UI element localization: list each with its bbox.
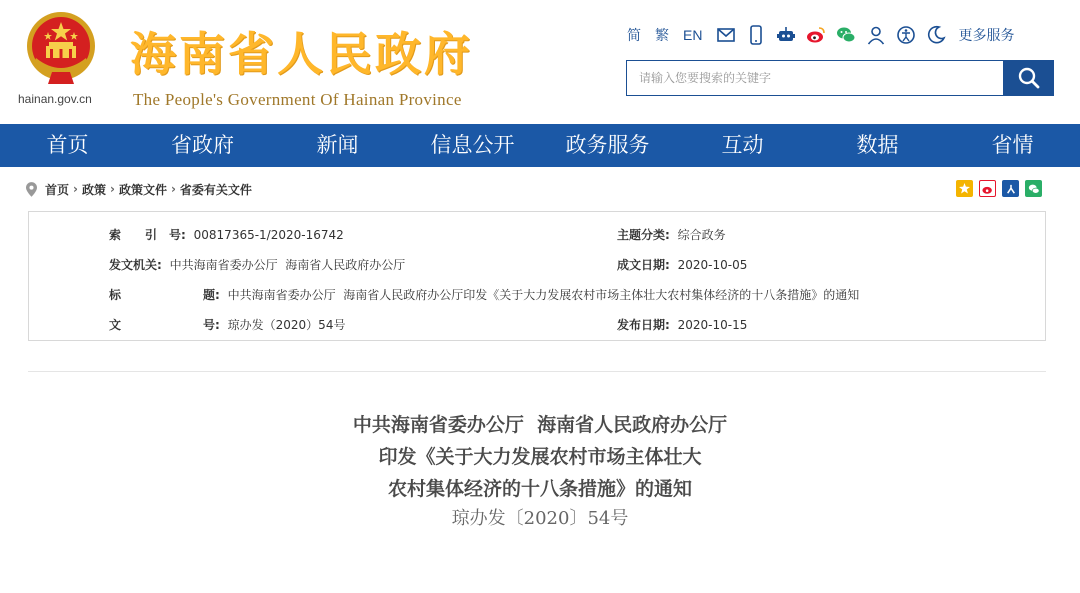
meta-title-value-row xyxy=(203,286,859,303)
english-link[interactable]: EN xyxy=(683,27,703,43)
share-bar xyxy=(950,180,1042,197)
nav-item-provincial-government[interactable]: 省政府 xyxy=(171,133,234,157)
meta-topic-label: 主题分类: xyxy=(617,228,670,242)
nav-item-news[interactable]: 新闻 xyxy=(316,133,359,157)
header-toolbar xyxy=(627,24,1014,46)
document-title-line-3: 农村集体经济的十八条措施》的通知 xyxy=(387,478,692,500)
meta-index-value: 00817365-1/2020-16742 xyxy=(193,228,344,242)
nav-item-information-disclosure[interactable]: 信息公开 xyxy=(430,133,515,157)
weibo-icon[interactable] xyxy=(806,25,826,45)
meta-title-row xyxy=(109,286,121,303)
meta-index-row xyxy=(109,226,344,243)
breadcrumb-provincial-committee-documents[interactable]: 省委有关文件 xyxy=(179,182,252,197)
main-nav xyxy=(0,124,1080,167)
simplified-chinese-link[interactable]: 简 xyxy=(627,27,641,43)
share-weibo-icon[interactable] xyxy=(979,180,996,197)
meta-title-label-a: 标 xyxy=(109,288,122,302)
meta-issuer-row xyxy=(109,256,405,273)
meta-date-row xyxy=(617,256,747,273)
nav-item-data[interactable]: 数据 xyxy=(856,133,899,157)
document-metadata-table xyxy=(28,211,1046,341)
meta-title-value: 中共海南省委办公厅 海南省人民政府办公厅印发《关于大力发展农村市场主体壮大农村集体经济的十八条措施》的通知 xyxy=(227,288,860,302)
breadcrumb-separator: › xyxy=(109,182,115,196)
robot-icon[interactable] xyxy=(776,25,796,45)
national-emblem-icon[interactable] xyxy=(22,8,100,88)
document-title-line-1: 中共海南省委办公厅 海南省人民政府办公厅 xyxy=(352,414,728,436)
breadcrumb-policy-documents[interactable]: 政策文件 xyxy=(118,182,167,197)
search-icon xyxy=(1017,66,1041,90)
meta-date-value: 2020-10-05 xyxy=(677,258,748,272)
document-number: 琼办发〔2020〕54号 xyxy=(451,508,629,529)
nav-item-interaction[interactable]: 互动 xyxy=(721,133,764,157)
meta-number-label-a: 文 xyxy=(109,318,122,332)
site-domain: hainan.gov.cn xyxy=(18,92,92,106)
share-qzone-icon[interactable] xyxy=(956,180,973,197)
meta-publish-label: 发布日期: xyxy=(617,318,670,332)
elder-mode-icon[interactable] xyxy=(926,25,946,45)
breadcrumb-policy[interactable]: 政策 xyxy=(81,182,106,197)
site-title[interactable]: 海南省人民政府 xyxy=(130,27,473,81)
breadcrumb xyxy=(26,180,252,198)
mail-icon[interactable] xyxy=(716,25,736,45)
share-renren-icon[interactable] xyxy=(1002,180,1019,197)
meta-number-row xyxy=(109,316,121,333)
meta-number-value-row xyxy=(203,316,345,333)
site-header xyxy=(0,0,1080,124)
breadcrumb-separator: › xyxy=(73,182,78,196)
meta-issuer-value: 中共海南省委办公厅 海南省人民政府办公厅 xyxy=(169,258,406,272)
accessibility-icon[interactable] xyxy=(896,25,916,45)
wechat-icon[interactable] xyxy=(836,25,856,45)
meta-issuer-label: 发文机关: xyxy=(109,258,162,272)
share-wechat-icon[interactable] xyxy=(1025,180,1042,197)
meta-publish-row xyxy=(617,316,747,333)
meta-index-label: 索 引 号: xyxy=(109,228,186,242)
user-icon[interactable] xyxy=(866,25,886,45)
meta-topic-value: 综合政务 xyxy=(677,228,726,242)
meta-title-label-b: 题: xyxy=(203,288,220,302)
meta-number-value: 琼办发（2020）54号 xyxy=(227,318,346,332)
search-input[interactable]: 请输入您要搜索的关键字 xyxy=(626,60,1004,96)
breadcrumb-home[interactable]: 首页 xyxy=(45,182,70,197)
location-pin-icon xyxy=(26,182,37,197)
site-subtitle: The People's Government Of Hainan Province xyxy=(133,90,462,109)
traditional-chinese-link[interactable]: 繁 xyxy=(655,27,669,43)
meta-number-label-b: 号: xyxy=(203,318,220,332)
content-divider xyxy=(28,371,1046,372)
breadcrumb-separator: › xyxy=(170,182,176,196)
mobile-icon[interactable] xyxy=(746,25,766,45)
meta-date-label: 成文日期: xyxy=(617,258,670,272)
nav-item-home[interactable]: 首页 xyxy=(46,133,89,157)
nav-item-government-services[interactable]: 政务服务 xyxy=(565,133,650,157)
nav-item-province-info[interactable]: 省情 xyxy=(991,133,1034,157)
meta-topic-row xyxy=(617,226,726,243)
more-services-link[interactable]: 更多服务 xyxy=(958,28,1015,44)
search-button[interactable] xyxy=(1004,60,1054,96)
meta-publish-value: 2020-10-15 xyxy=(677,318,748,332)
document-title-line-2: 印发《关于大力发展农村市场主体壮大 xyxy=(378,446,702,468)
